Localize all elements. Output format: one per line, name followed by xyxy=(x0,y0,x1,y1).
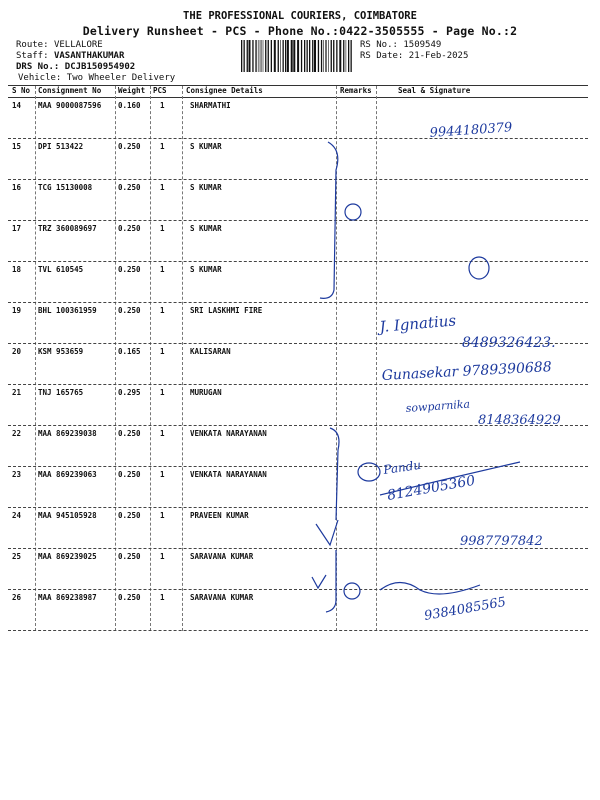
vehicle-value: Two Wheeler Delivery xyxy=(66,73,176,83)
cell-weight: 0.250 xyxy=(118,306,141,315)
circle-mark xyxy=(345,204,361,220)
rs-no-value: 1509549 xyxy=(403,40,442,50)
vehicle-label: Vehicle: xyxy=(18,73,62,83)
cell-pcs: 1 xyxy=(160,347,165,356)
cell-sno: 16 xyxy=(12,183,22,192)
cell-consignee: PRAVEEN KUMAR xyxy=(190,511,249,520)
cell-pcs: 1 xyxy=(160,388,165,397)
cell-consignment: TCG 15130008 xyxy=(38,183,93,192)
rs-no-label: RS No.: xyxy=(360,40,398,50)
col-header-pcs: PCS xyxy=(153,86,167,95)
col-header-consignment: Consignment No xyxy=(38,86,102,95)
cell-sno: 18 xyxy=(12,265,22,274)
cell-pcs: 1 xyxy=(160,183,165,192)
circle-mark xyxy=(358,463,380,481)
cell-consignee: KALISARAN xyxy=(190,347,231,356)
cell-consignee: SARAVANA KUMAR xyxy=(190,593,254,602)
sig-row26-phone: 9384085565 xyxy=(423,594,508,624)
cell-weight: 0.250 xyxy=(118,224,141,233)
cell-weight: 0.250 xyxy=(118,470,141,479)
cell-consignee: S KUMAR xyxy=(190,183,222,192)
col-header-sno: S No xyxy=(12,86,31,95)
cell-sno: 25 xyxy=(12,552,22,561)
cell-weight: 0.250 xyxy=(118,429,141,438)
circle-mark xyxy=(344,583,360,599)
cell-consignee: SRI LASKHMI FIRE xyxy=(190,306,263,315)
drs-label: DRS No.: xyxy=(16,62,60,72)
cell-consignment: DPI 513422 xyxy=(38,142,84,151)
cell-weight: 0.250 xyxy=(118,511,141,520)
cell-consignee: S KUMAR xyxy=(190,224,222,233)
col-header-weight: Weight xyxy=(118,86,146,95)
brace-stroke xyxy=(330,428,339,520)
scribble-stroke xyxy=(380,583,480,595)
cell-consignment: TRZ 360089697 xyxy=(38,224,97,233)
sig-row20-signature: Gunasekar 9789390688 xyxy=(381,359,553,384)
route-label: Route: xyxy=(16,40,49,50)
cell-consignment: MAA 869239038 xyxy=(38,429,97,438)
rs-date-label: RS Date: xyxy=(360,51,404,61)
brace-stroke xyxy=(320,142,338,298)
col-header-signature: Seal & Signature xyxy=(398,86,471,95)
cell-sno: 17 xyxy=(12,224,22,233)
cell-consignee: SHARMATHI xyxy=(190,101,231,110)
cell-pcs: 1 xyxy=(160,224,165,233)
cell-pcs: 1 xyxy=(160,552,165,561)
staff-value: VASANTHAKUMAR xyxy=(53,51,125,61)
sig-row22-name: Pandu xyxy=(382,457,422,477)
cell-weight: 0.250 xyxy=(118,593,141,602)
cell-consignee: SARAVANA KUMAR xyxy=(190,552,254,561)
sig-row22-phone: 8124905360 xyxy=(385,472,477,504)
cell-pcs: 1 xyxy=(160,429,165,438)
cell-consignment: MAA 869239025 xyxy=(38,552,97,561)
cell-pcs: 1 xyxy=(160,511,165,520)
cell-sno: 23 xyxy=(12,470,22,479)
tick-stroke xyxy=(316,520,338,545)
cell-consignment: MAA 945105928 xyxy=(38,511,97,520)
cell-pcs: 1 xyxy=(160,142,165,151)
cell-pcs: 1 xyxy=(160,101,165,110)
cell-weight: 0.250 xyxy=(118,552,141,561)
cell-consignment: TVL 610545 xyxy=(38,265,84,274)
cell-consignee: S KUMAR xyxy=(190,142,222,151)
cell-sno: 26 xyxy=(12,593,22,602)
sig-row21-name: sowparnika xyxy=(405,397,471,415)
cell-weight: 0.295 xyxy=(118,388,141,397)
cell-sno: 15 xyxy=(12,142,22,151)
cell-weight: 0.250 xyxy=(118,183,141,192)
cell-consignment: MAA 869238987 xyxy=(38,593,97,602)
cell-weight: 0.250 xyxy=(118,265,141,274)
cell-consignee: VENKATA NARAYANAN xyxy=(190,429,267,438)
cell-sno: 24 xyxy=(12,511,22,520)
cell-consignment: MAA 869239063 xyxy=(38,470,97,479)
col-header-consignee: Consignee Details xyxy=(186,86,263,95)
cell-weight: 0.160 xyxy=(118,101,141,110)
sig-row19-name: J. Ignatius xyxy=(378,311,457,336)
cell-sno: 21 xyxy=(12,388,22,397)
runsheet-title: Delivery Runsheet - PCS - Phone No.:0422-3505555 - Page No.:2 xyxy=(82,24,518,38)
cell-sno: 19 xyxy=(12,306,22,315)
tick-stroke xyxy=(312,575,326,588)
sig-row24-phone: 9987797842 xyxy=(460,534,543,549)
cell-consignment: BHL 100361959 xyxy=(38,306,97,315)
cell-weight: 0.165 xyxy=(118,347,141,356)
col-header-remarks: Remarks xyxy=(340,86,372,95)
cell-consignee: MURUGAN xyxy=(190,388,222,397)
circle-mark xyxy=(469,257,489,279)
cell-pcs: 1 xyxy=(160,265,165,274)
sig-row21-phone: 8148364929 xyxy=(478,413,561,428)
cell-consignee: S KUMAR xyxy=(190,265,222,274)
sig-row19-phone: 8489326423. xyxy=(462,335,556,351)
cell-consignee: VENKATA NARAYANAN xyxy=(190,470,267,479)
route-value: VELLALORE xyxy=(53,40,103,50)
staff-label: Staff: xyxy=(16,51,49,61)
cell-pcs: 1 xyxy=(160,470,165,479)
cell-consignment: MAA 9000087596 xyxy=(38,101,102,110)
brace-stroke xyxy=(326,550,336,612)
cell-pcs: 1 xyxy=(160,306,165,315)
cell-pcs: 1 xyxy=(160,593,165,602)
cell-sno: 22 xyxy=(12,429,22,438)
cell-sno: 14 xyxy=(12,101,22,110)
company-name: THE PROFESSIONAL COURIERS, COIMBATORE xyxy=(183,10,417,22)
cell-weight: 0.250 xyxy=(118,142,141,151)
sig-row14-phone: 9944180379 xyxy=(429,120,513,141)
cell-sno: 20 xyxy=(12,347,22,356)
cell-consignment: TNJ 165765 xyxy=(38,388,84,397)
drs-value: DCJB150954902 xyxy=(64,62,136,72)
cell-consignment: KSM 953659 xyxy=(38,347,84,356)
rs-date-value: 21-Feb-2025 xyxy=(408,51,469,61)
